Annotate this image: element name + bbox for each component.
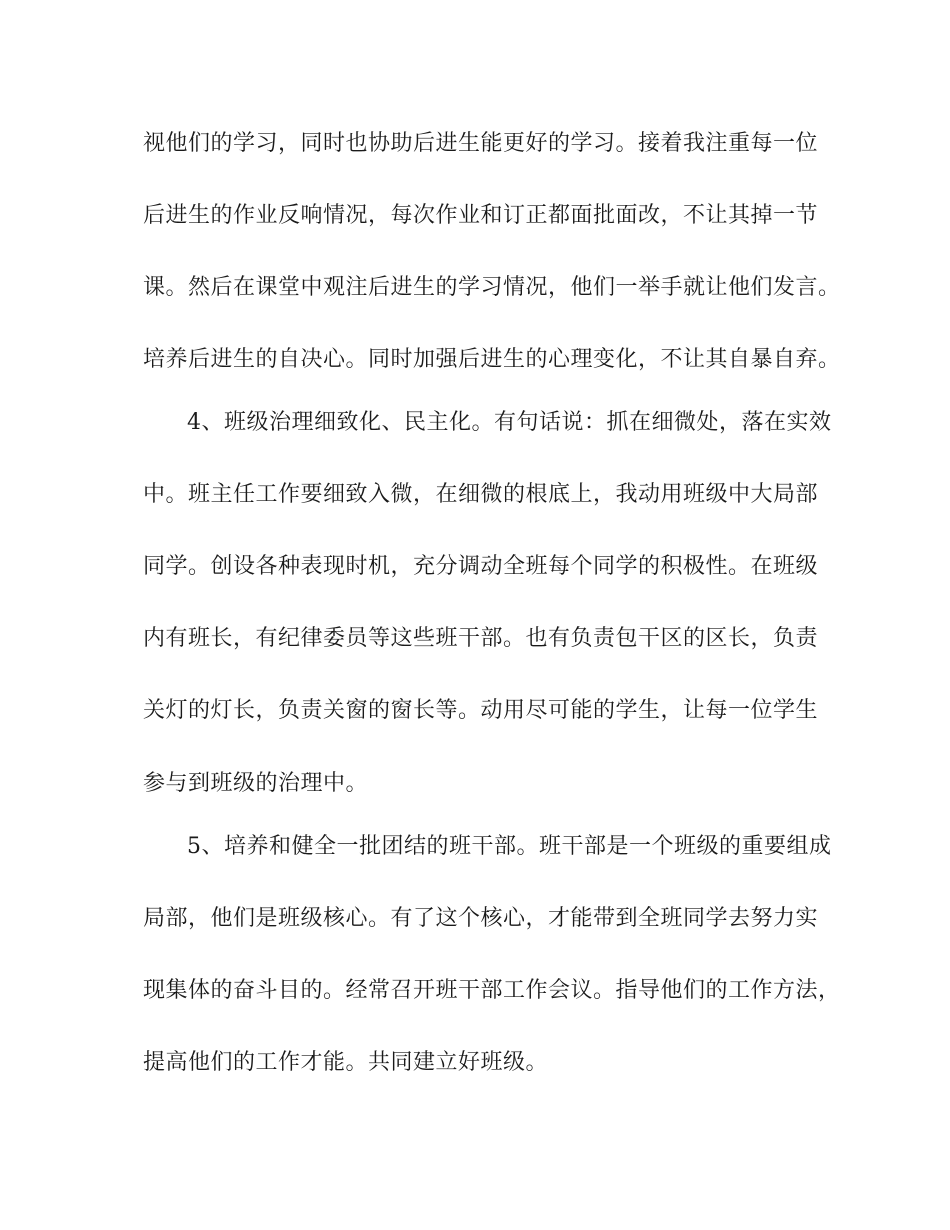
text-line: 视他们的学习，同时也协助后进生能更好的学习。接着我注重每一位 — [143, 131, 819, 156]
text-line: 5、培养和健全一批团结的班干部。班干部是一个班级的重要组成 — [187, 834, 832, 859]
text-line: 同学。创设各种表现时机，充分调动全班每个同学的积极性。在班级 — [143, 554, 819, 579]
text-line: 现集体的奋斗目的。经常召开班干部工作会议。指导他们的工作方法， — [143, 978, 841, 1003]
text-line: 培养后进生的自决心。同时加强后进生的心理变化，不让其自暴自弃。 — [143, 347, 841, 372]
text-line: 内有班长，有纪律委员等这些班干部。也有负责包干区的区长，负责 — [143, 626, 819, 651]
text-line: 关灯的灯长，负责关窗的窗长等。动用尽可能的学生，让每一位学生 — [143, 698, 819, 723]
text-line: 提高他们的工作才能。共同建立好班级。 — [143, 1050, 549, 1075]
text-line: 局部，他们是班级核心。有了这个核心，才能带到全班同学去努力实 — [143, 906, 819, 931]
text-line: 4、班级治理细致化、民主化。有句话说：抓在细微处，落在实效 — [187, 410, 832, 435]
text-line: 后进生的作业反响情况，每次作业和订正都面批面改，不让其掉一节 — [143, 203, 819, 228]
text-line: 中。班主任工作要细致入微，在细微的根底上，我动用班级中大局部 — [143, 482, 819, 507]
text-line: 参与到班级的治理中。 — [143, 771, 369, 796]
text-line: 课。然后在课堂中观注后进生的学习情况，他们一举手就让他们发言。 — [143, 275, 841, 300]
